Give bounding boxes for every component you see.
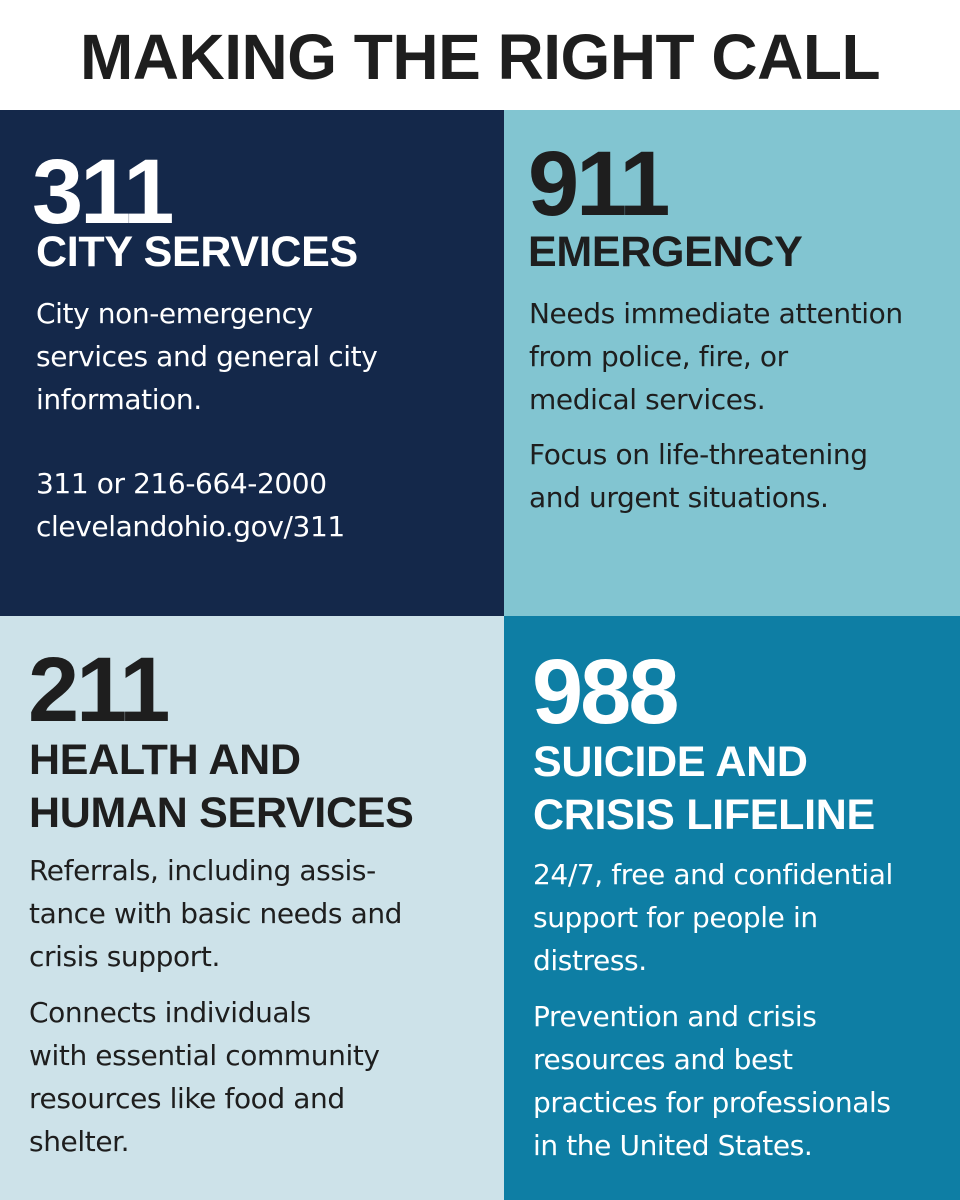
- description-paragraph: [29, 849, 402, 978]
- description-paragraph: [36, 292, 377, 421]
- description-paragraph: [29, 991, 380, 1163]
- panel-number: 988: [532, 641, 677, 743]
- text-line: resources and best: [533, 1043, 793, 1076]
- panel-heading: [29, 734, 413, 840]
- page-title: MAKING THE RIGHT CALL: [79, 21, 881, 93]
- panel-number: 211: [28, 639, 168, 741]
- text-line: practices for professionals: [533, 1086, 891, 1119]
- text-line: in the United States.: [533, 1129, 813, 1162]
- description-paragraph: [529, 433, 868, 519]
- heading-line: HEALTH AND: [29, 736, 301, 784]
- text-line: 24/7, free and confidential: [533, 858, 893, 891]
- text-line: Connects individuals: [29, 996, 311, 1029]
- description-paragraph: [533, 853, 893, 982]
- description-paragraph: [529, 292, 903, 421]
- text-line: medical services.: [529, 383, 766, 416]
- text-line: shelter.: [29, 1125, 130, 1158]
- heading-line: SUICIDE AND: [533, 738, 808, 786]
- panel-988: [504, 616, 960, 1200]
- heading-line: CITY SERVICES: [36, 228, 358, 276]
- text-line: Prevention and crisis: [533, 1000, 817, 1033]
- panel-211: [0, 616, 504, 1200]
- text-line: information.: [36, 383, 202, 416]
- text-line: crisis support.: [29, 940, 220, 973]
- text-line: Needs immediate attention: [529, 297, 903, 330]
- panel-heading: [533, 736, 875, 842]
- panel-911: [504, 110, 960, 616]
- panel-heading: [528, 226, 802, 279]
- heading-line: HUMAN SERVICES: [29, 789, 414, 837]
- panel-heading: [36, 226, 358, 279]
- text-line: Focus on life-threatening: [529, 438, 868, 471]
- text-line: support for people in: [533, 901, 818, 934]
- text-line: and urgent situations.: [529, 481, 829, 514]
- heading-line: CRISIS LIFELINE: [533, 791, 875, 839]
- text-line: tance with basic needs and: [29, 897, 403, 930]
- heading-line: EMERGENCY: [528, 228, 803, 276]
- website-link[interactable]: clevelandohio.gov/311: [36, 510, 345, 543]
- panel-number: 311: [32, 141, 172, 243]
- contact-paragraph: [36, 462, 345, 548]
- panel-311: [0, 110, 504, 616]
- description-paragraph: [533, 995, 891, 1167]
- header: [0, 0, 960, 110]
- text-line: from police, fire, or: [529, 340, 788, 373]
- panel-number: 911: [528, 133, 668, 235]
- text-line: distress.: [533, 944, 647, 977]
- text-line: City non-emergency: [36, 297, 313, 330]
- text-line: services and general city: [36, 340, 378, 373]
- text-line: resources like food and: [29, 1082, 345, 1115]
- phone-number[interactable]: 311 or 216-664-2000: [36, 467, 327, 500]
- text-line: with essential community: [29, 1039, 380, 1072]
- text-line: Referrals, including assis-: [29, 854, 376, 887]
